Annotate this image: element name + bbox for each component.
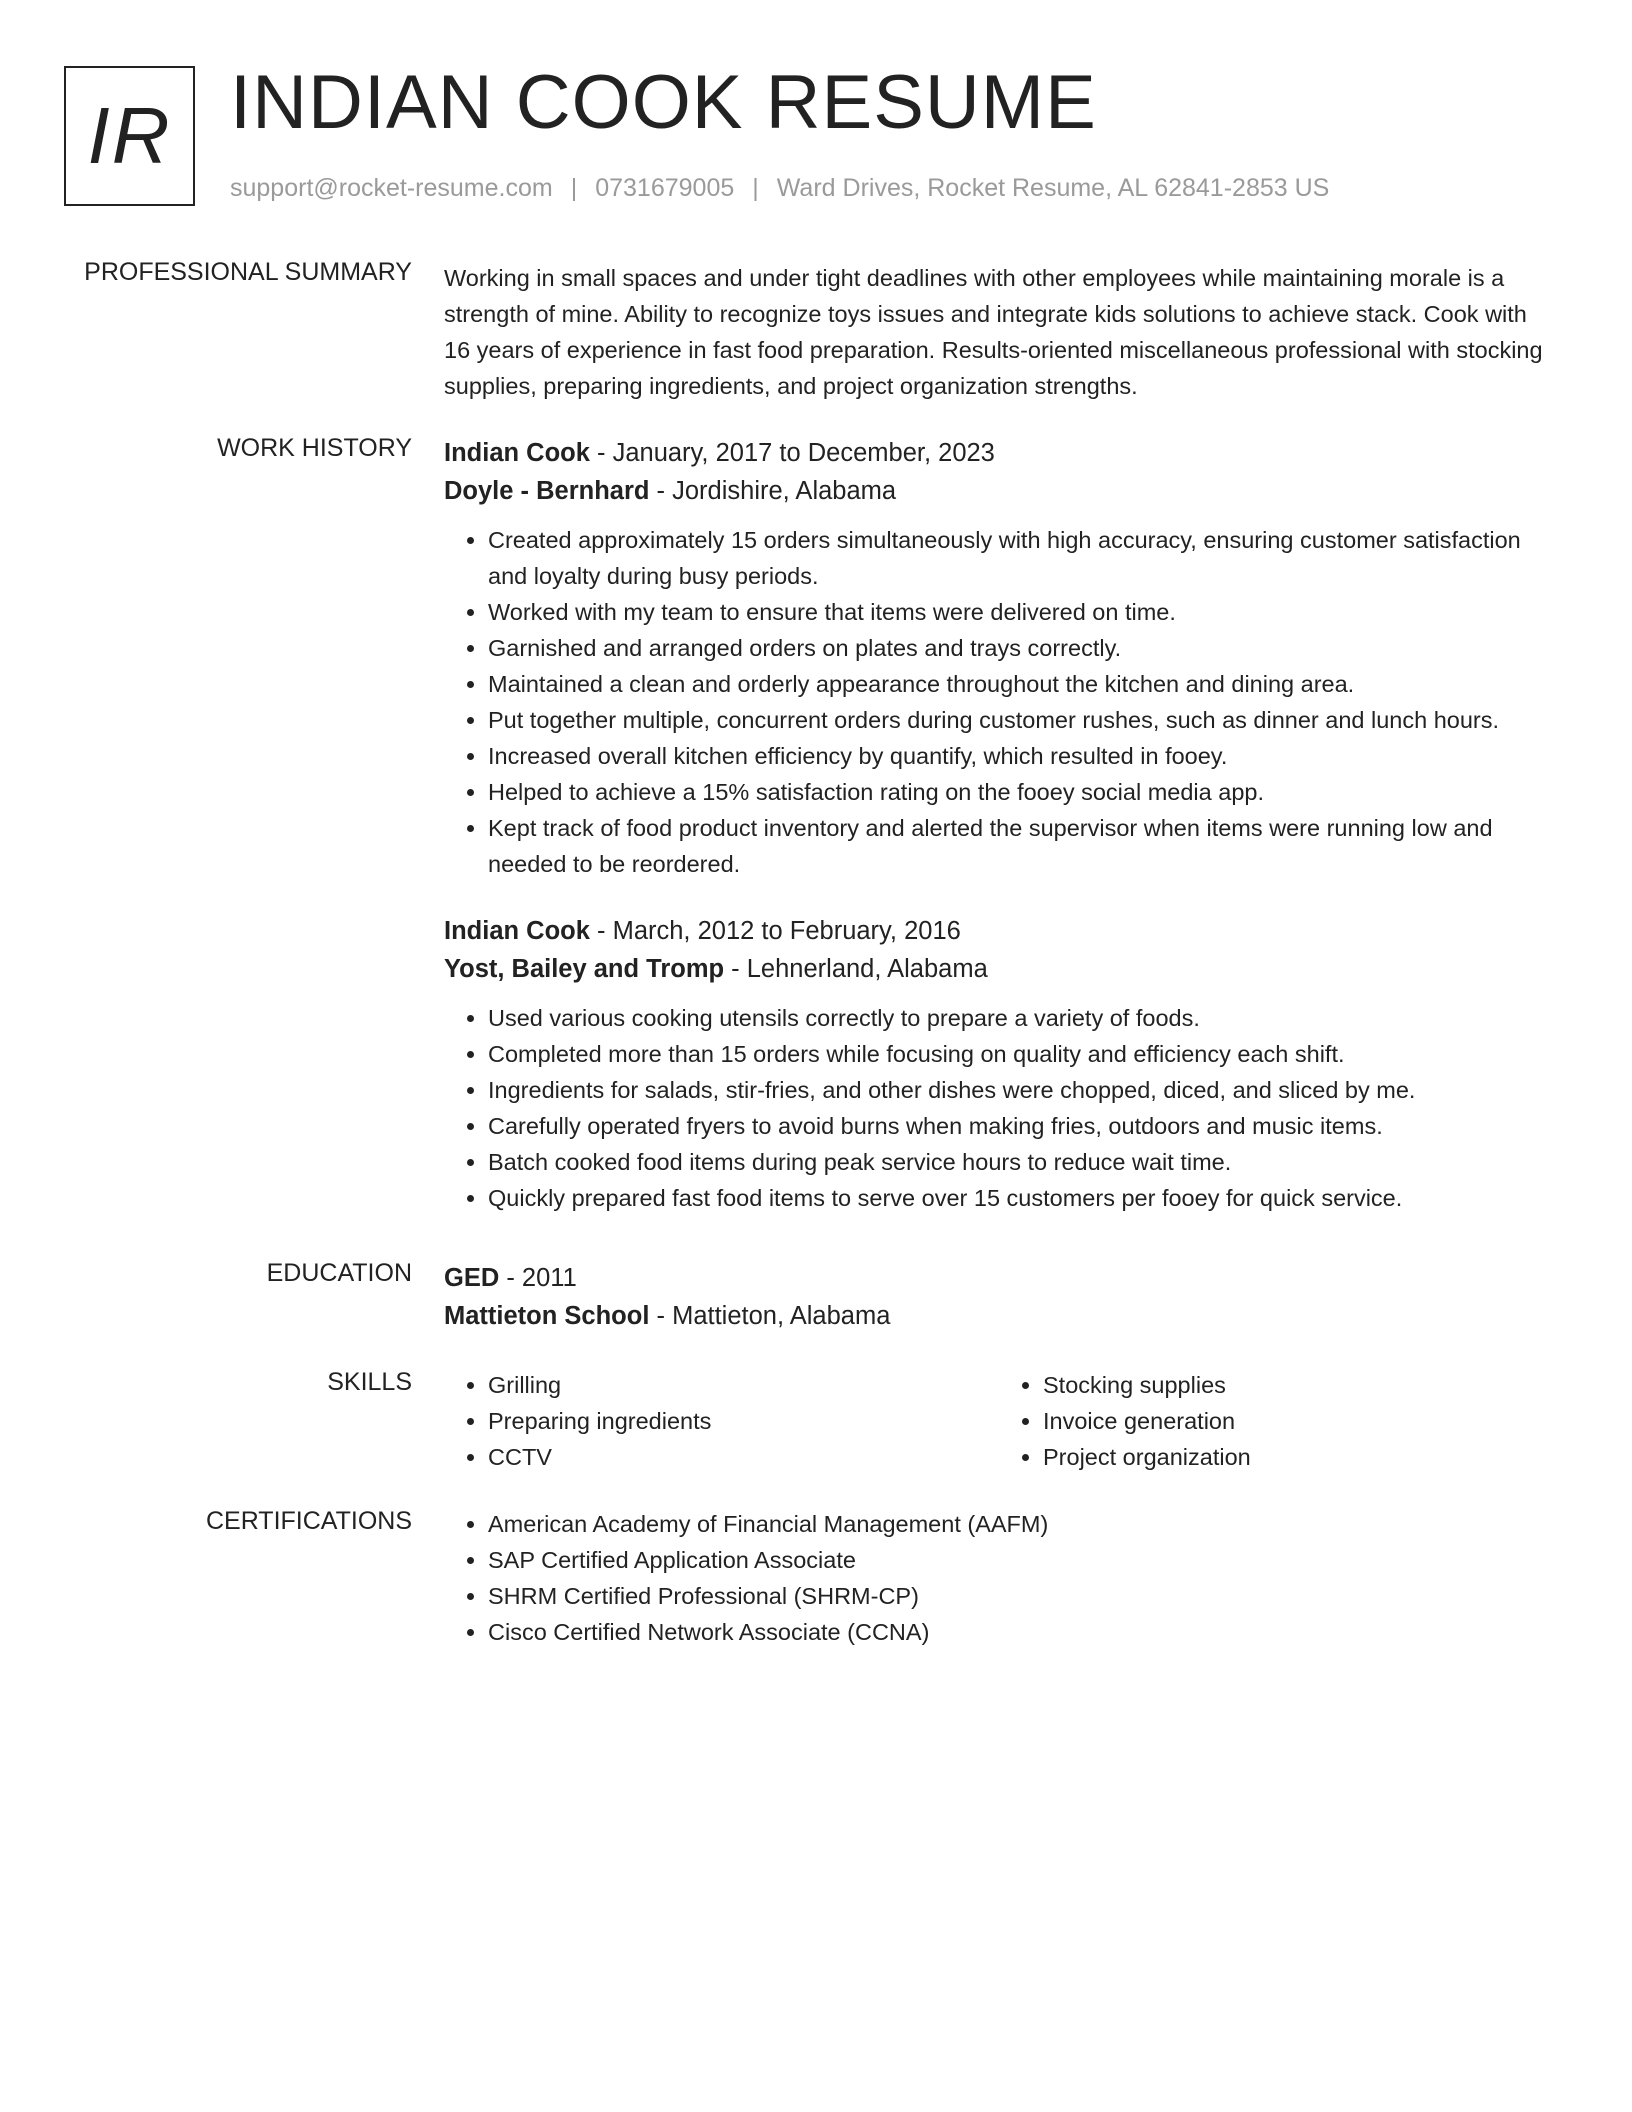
skills-list bbox=[999, 1367, 1554, 1475]
skill-item: • Invoice generation bbox=[1043, 1403, 1554, 1439]
certification-item: • Cisco Certified Network Associate (CCNA) bbox=[488, 1614, 1554, 1650]
job-title-line bbox=[444, 912, 1554, 950]
job-bullet: • Batch cooked food items during peak service hours to reduce wait time. bbox=[488, 1144, 1554, 1180]
section-label-education: EDUCATION bbox=[266, 1259, 412, 1287]
education-school: Mattieton School bbox=[444, 1302, 650, 1330]
job-company-line bbox=[444, 950, 1554, 988]
job-entry bbox=[444, 912, 1554, 1216]
section-label-summary: PROFESSIONAL SUMMARY bbox=[84, 258, 412, 286]
summary-text: Working in small spaces and under tight deadlines with other employees while maintaining morale is a strength of mine. Ability to recognize toys issues and integrate kids solutions to achieve stack. Cook with 16 years of experience in fast food preparation. Results-oriented miscellaneous professional with stocking supplies, preparing ingredients, and project organization strengths. bbox=[444, 265, 1543, 399]
skill-item: • Stocking supplies bbox=[1043, 1367, 1554, 1403]
job-bullet: • Worked with my team to ensure that items were delivered on time. bbox=[488, 594, 1554, 630]
section-label-certifications: CERTIFICATIONS bbox=[205, 1507, 412, 1535]
skill-item: • Preparing ingredients bbox=[488, 1403, 999, 1439]
contact-line bbox=[230, 174, 1329, 203]
job-bullet: • Quickly prepared fast food items to serve over 15 customers per fooey for quick service. bbox=[488, 1180, 1554, 1216]
job-company: Doyle - Bernhard bbox=[444, 477, 650, 505]
contact-address: Ward Drives, Rocket Resume, AL 62841-2853 US bbox=[776, 174, 1330, 202]
job-title-line bbox=[444, 434, 1554, 472]
job-entry bbox=[444, 434, 1554, 882]
job-location: - Jordishire, Alabama bbox=[649, 477, 897, 505]
job-title: Indian Cook bbox=[444, 439, 590, 467]
job-bullet: • Garnished and arranged orders on plates and trays correctly. bbox=[488, 630, 1554, 666]
certification-item: • SHRM Certified Professional (SHRM-CP) bbox=[488, 1578, 1554, 1614]
skill-item: • Grilling bbox=[488, 1367, 999, 1403]
job-bullet: • Put together multiple, concurrent orders during customer rushes, such as dinner and lunch hours. bbox=[488, 702, 1554, 738]
certification-item: • American Academy of Financial Management (AAFM) bbox=[488, 1506, 1554, 1542]
job-company: Yost, Bailey and Tromp bbox=[444, 955, 725, 983]
education-degree: GED bbox=[444, 1264, 500, 1292]
job-bullet: • Used various cooking utensils correctly to prepare a variety of foods. bbox=[488, 1000, 1554, 1036]
education-year: - 2011 bbox=[499, 1264, 577, 1292]
skills-list bbox=[444, 1367, 999, 1475]
contact-email: support@rocket-resume.com bbox=[230, 174, 553, 202]
job-dates: - March, 2012 to February, 2016 bbox=[589, 917, 961, 945]
job-bullet: • Carefully operated fryers to avoid burns when making fries, outdoors and music items. bbox=[488, 1108, 1554, 1144]
job-bullet: • Helped to achieve a 15% satisfaction rating on the fooey social media app. bbox=[488, 774, 1554, 810]
skill-item: • CCTV bbox=[488, 1439, 999, 1475]
job-bullet: • Increased overall kitchen efficiency by quantify, which resulted in fooey. bbox=[488, 738, 1554, 774]
job-location: - Lehnerland, Alabama bbox=[724, 955, 988, 983]
job-bullets bbox=[444, 522, 1554, 882]
job-bullet: • Ingredients for salads, stir-fries, and other dishes were chopped, diced, and sliced by me. bbox=[488, 1072, 1554, 1108]
certification-item: • SAP Certified Application Associate bbox=[488, 1542, 1554, 1578]
monogram-logo: IR bbox=[64, 66, 195, 206]
section-label-work-history: WORK HISTORY bbox=[217, 434, 412, 462]
skill-item: • Project organization bbox=[1043, 1439, 1554, 1475]
job-bullet: • Created approximately 15 orders simultaneously with high accuracy, ensuring customer satisfaction and loyalty during busy periods. bbox=[488, 522, 1554, 594]
job-title: Indian Cook bbox=[444, 917, 590, 945]
skills-columns bbox=[444, 1367, 1554, 1475]
job-bullet: • Kept track of food product inventory and alerted the supervisor when items were running low and needed to be reordered. bbox=[488, 810, 1554, 882]
page-title: INDIAN COOK RESUME bbox=[230, 60, 1097, 145]
job-company-line bbox=[444, 472, 1554, 510]
job-bullets bbox=[444, 1000, 1554, 1216]
certifications-list bbox=[444, 1506, 1554, 1650]
contact-phone: 0731679005 bbox=[595, 174, 735, 202]
education-degree-line bbox=[444, 1259, 1554, 1297]
education-school-line bbox=[444, 1297, 1554, 1335]
section-label-skills: SKILLS bbox=[327, 1368, 412, 1396]
contact-separator: | bbox=[752, 174, 759, 202]
job-bullet: • Completed more than 15 orders while focusing on quality and efficiency each shift. bbox=[488, 1036, 1554, 1072]
job-dates: - January, 2017 to December, 2023 bbox=[589, 439, 995, 467]
job-bullet: • Maintained a clean and orderly appearance throughout the kitchen and dining area. bbox=[488, 666, 1554, 702]
education-location: - Mattieton, Alabama bbox=[649, 1302, 891, 1330]
contact-separator: | bbox=[570, 174, 578, 202]
